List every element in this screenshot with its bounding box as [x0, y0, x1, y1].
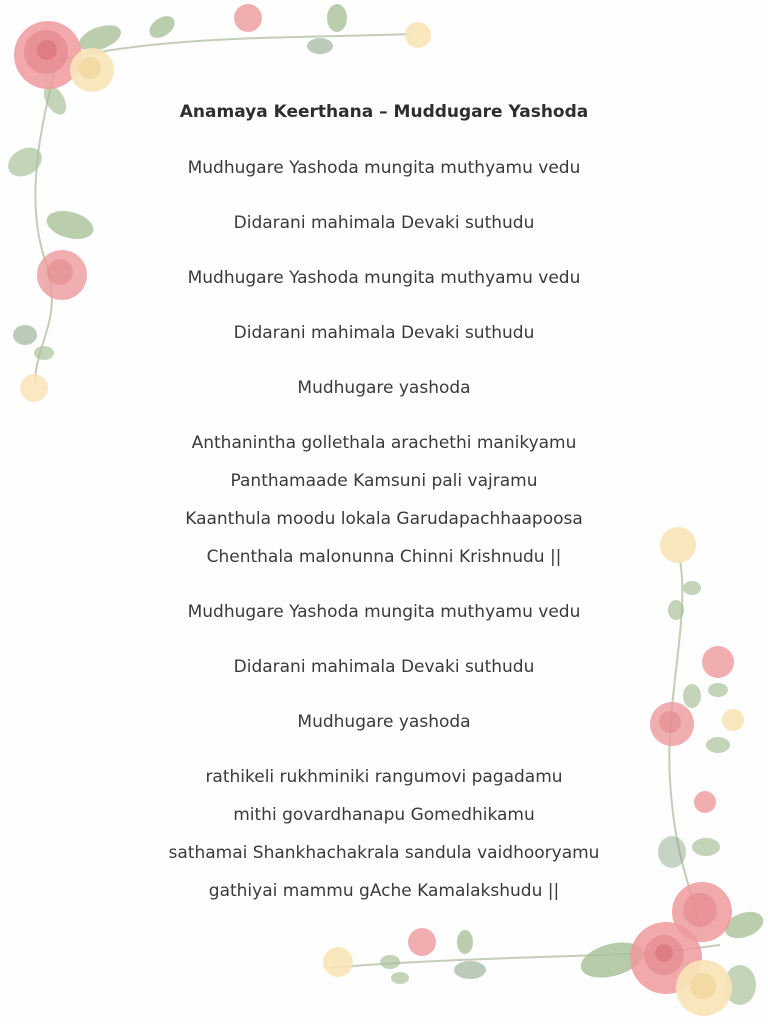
lyric-line: Mudhugare Yashoda mungita muthyamu vedu [187, 602, 581, 622]
lyric-line: mithi govardhanapu Gomedhikamu [233, 805, 535, 825]
lyric-line: Didarani mahimala Devaki suthudu [233, 657, 535, 677]
lyric-line: Kaanthula moodu lokala Garudapachhaapoosa [185, 509, 583, 529]
lyric-line: Mudhugare yashoda [297, 712, 471, 732]
lyric-line: Didarani mahimala Devaki suthudu [233, 323, 535, 343]
lyric-line: Mudhugare yashoda [297, 378, 471, 398]
lyric-line: sathamai Shankhachakrala sandula vaidhooryamu [168, 843, 600, 863]
page-title: Anamaya Keerthana – Muddugare Yashoda [179, 102, 589, 122]
lyric-line: Panthamaade Kamsuni pali vajramu [230, 471, 538, 491]
lyric-line: Chenthala malonunna Chinni Krishnudu || [206, 547, 562, 567]
lyric-line: Mudhugare Yashoda mungita muthyamu vedu [187, 268, 581, 288]
lyric-line: Anthanintha gollethala arachethi manikyamu [191, 433, 577, 453]
lyric-line: Mudhugare Yashoda mungita muthyamu vedu [187, 158, 581, 178]
lyric-line: gathiyai mammu gAche Kamalakshudu || [208, 881, 560, 901]
lyric-line: Didarani mahimala Devaki suthudu [233, 213, 535, 233]
lyric-line: rathikeli rukhminiki rangumovi pagadamu [205, 767, 563, 787]
